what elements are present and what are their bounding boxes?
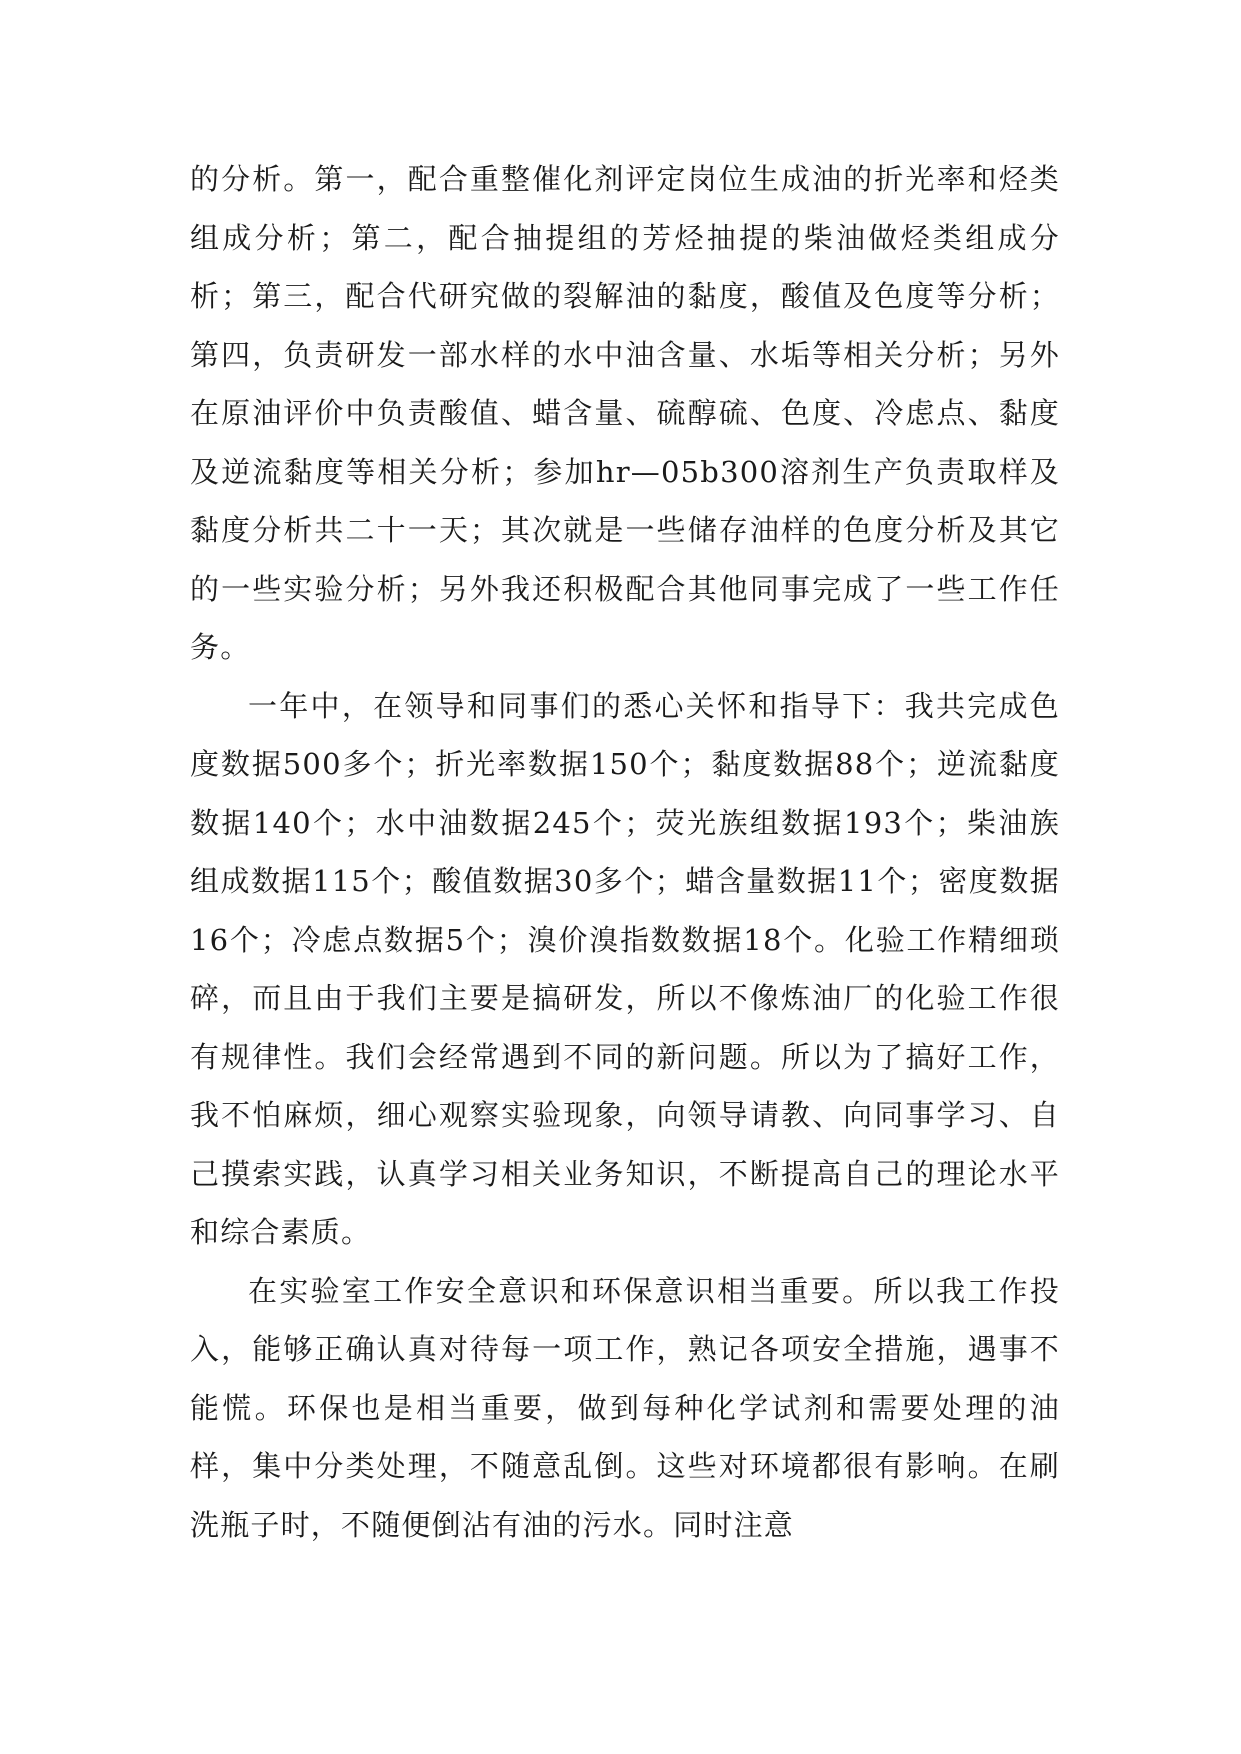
document-body bbox=[190, 150, 1060, 1554]
paragraph-continued: 的分析。第一，配合重整催化剂评定岗位生成油的折光率和烃类组成分析；第二，配合抽提组的芳烃抽提的柴油做烃类组成分析；第三，配合代研究做的裂解油的黏度，酸值及色度等分析；第四，负责研发一部水样的水中油含量、水垢等相关分析；另外在原油评价中负责酸值、蜡含量、硫醇硫、色度、冷虑点、黏度及逆流黏度等相关分析；参加hr—05b300溶剂生产负责取样及黏度分析共二十一天；其次就是一些储存油样的色度分析及其它的一些实验分析；另外我还积极配合其他同事完成了一些工作任务。 bbox=[190, 162, 1060, 664]
paragraph-work-results: 一年中，在领导和同事们的悉心关怀和指导下：我共完成色度数据500多个；折光率数据150个；黏度数据88个；逆流黏度数据140个；水中油数据245个；荧光族组数据193个；柴油族组成数据115个；酸值数据30多个；蜡含量数据11个；密度数据16个；冷虑点数据5个；溴价溴指数数据18个。化验工作精细琐碎，而且由于我们主要是搞研发，所以不像炼油厂的化验工作很有规律性。我们会经常遇到不同的新问题。所以为了搞好工作，我不怕麻烦，细心观察实验现象，向领导请教、向同事学习、自己摸索实践，认真学习相关业务知识，不断提高自己的理论水平和综合素质。 bbox=[190, 688, 1060, 1249]
paragraph-safety-environment: 在实验室工作安全意识和环保意识相当重要。所以我工作投入，能够正确认真对待每一项工作，熟记各项安全措施，遇事不能慌。环保也是相当重要，做到每种化学试剂和需要处理的油样，集中分类处理，不随意乱倒。这些对环境都很有影响。在刷洗瓶子时，不随便倒沾有油的污水。同时注意 bbox=[190, 1273, 1060, 1542]
